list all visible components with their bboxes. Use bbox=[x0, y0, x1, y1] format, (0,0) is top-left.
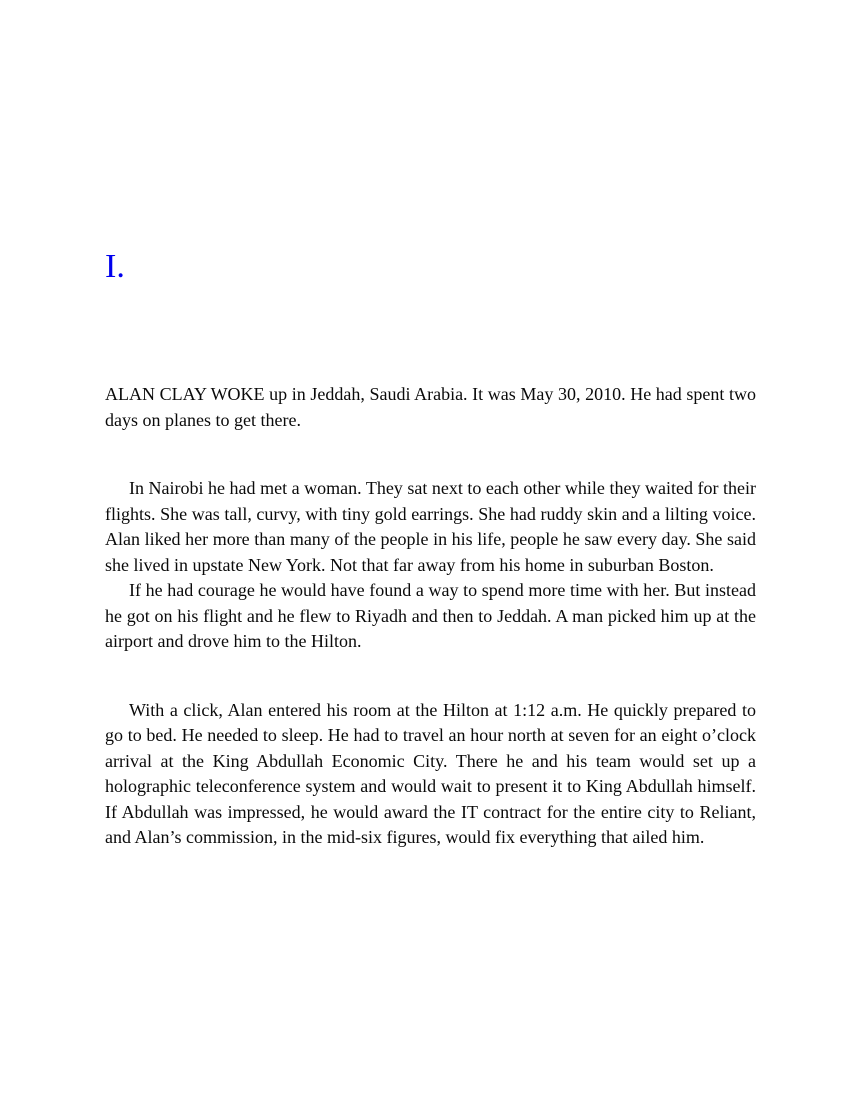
chapter-body bbox=[105, 382, 756, 851]
paragraph: With a click, Alan entered his room at the Hilton at 1:12 a.m. He quickly prepared to go to bed. He needed to sleep. He had to travel an hour north at seven for an eight o’clock arrival at the King Abdullah Economic City. There he and his team would set up a holographic teleconference system and would wait to present it to King Abdullah himself. If Abdullah was impressed, he would award the IT contract for the entire city to Reliant, and Alan’s commission, in the mid-six figures, would fix everything that ailed him. bbox=[105, 699, 756, 847]
chapter-heading-link[interactable]: I. bbox=[105, 248, 125, 285]
paragraph: In Nairobi he had met a woman. They sat next to each other while they waited for their flights. She was tall, curvy, with tiny gold earrings. She had ruddy skin and a lilting voice. Alan liked her more than many of the people in his life, people he saw every day. She said she lived in upstate New York. Not that far away from his home in suburban Boston. bbox=[105, 478, 756, 575]
paragraph: If he had courage he would have found a way to spend more time with her. But instead he got on his flight and he flew to Riyadh and then to Jeddah. A man picked him up at the airport and drove him to the Hilton. bbox=[105, 580, 756, 651]
paragraph: ALAN CLAY WOKE up in Jeddah, Saudi Arabia. It was May 30, 2010. He had spent two days on planes to get there. bbox=[105, 384, 756, 430]
